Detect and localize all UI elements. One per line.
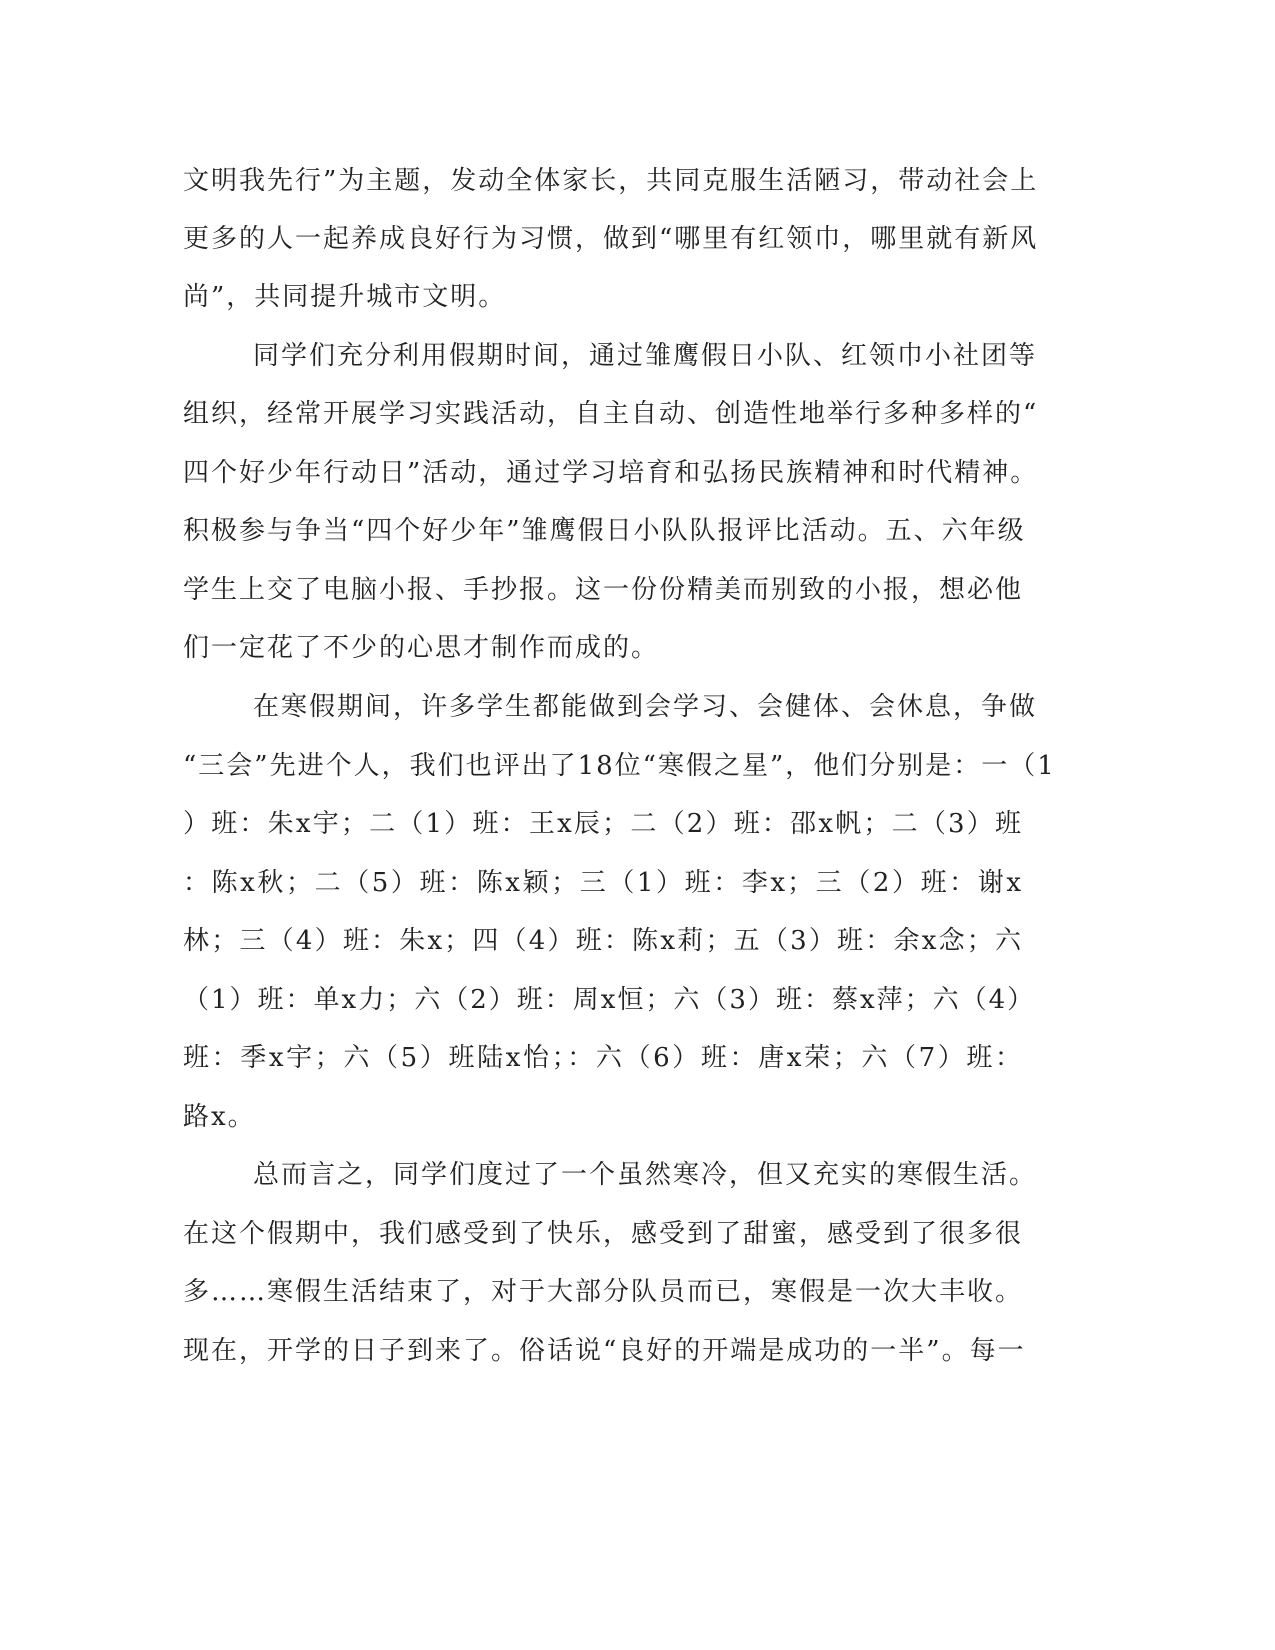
text-line: 林；三（4）班：朱x；四（4）班：陈x莉；五（3）班：余x念；六 [183, 926, 1023, 956]
text-line: 组织，经常开展学习实践活动，自主自动、创造性地举行多种多样的“ [183, 399, 1039, 429]
text-line: 现在，开学的日子到来了。俗话说“良好的开端是成功的一半”。每一 [183, 1336, 1026, 1366]
text-line: 多……寒假生活结束了，对于大部分队员而已，寒假是一次大丰收。 [183, 1277, 1024, 1307]
text-line: 班：季x宇；六（5）班陆x怡；：六（6）班：唐x荣；六（7）班： [183, 1043, 1023, 1073]
text-line: 文明我先行”为主题，发动全体家长，共同克服生活陋习，带动社会上 [183, 166, 1039, 196]
text-line: 更多的人一起养成良好行为习惯，做到“哪里有红领巾，哪里就有新风 [183, 224, 1039, 254]
text-line: 同学们充分利用假期时间，通过雏鹰假日小队、红领巾小社团等 [253, 341, 1038, 371]
text-line: 总而言之，同学们度过了一个虽然寒冷，但又充实的寒假生活。 [253, 1160, 1038, 1190]
text-line: 路x。 [183, 1102, 256, 1132]
text-line: 在寒假期间，许多学生都能做到会学习、会健体、会休息，争做 [253, 692, 1038, 722]
text-line: “三会”先进个人，我们也评出了18位“寒假之星”，他们分别是：一（1 [183, 751, 1056, 781]
text-line: 们一定花了不少的心思才制作而成的。 [183, 633, 660, 663]
text-line: ：陈x秋；二（5）班：陈x颖；三（1）班：李x；三（2）班：谢x [183, 868, 1023, 898]
text-line: 学生上交了电脑小报、手抄报。这一份份精美而别致的小报，想必他 [183, 575, 1024, 605]
text-line: 尚”，共同提升城市文明。 [183, 282, 507, 312]
text-line: ）班：朱x宇；二（1）班：王x辰；二（2）班：邵x帆；二（3）班 [183, 809, 1023, 839]
text-line: （1）班：单x力；六（2）班：周x恒；六（3）班：蔡x萍；六（4） [183, 985, 1036, 1015]
text-line: 在这个假期中，我们感受到了快乐，感受到了甜蜜，感受到了很多很 [183, 1219, 1024, 1249]
text-line: 四个好少年行动日”活动，通过学习培育和弘扬民族精神和时代精神。 [183, 458, 1039, 488]
text-line: 积极参与争当“四个好少年”雏鹰假日小队队报评比活动。五、六年级 [183, 516, 1026, 546]
